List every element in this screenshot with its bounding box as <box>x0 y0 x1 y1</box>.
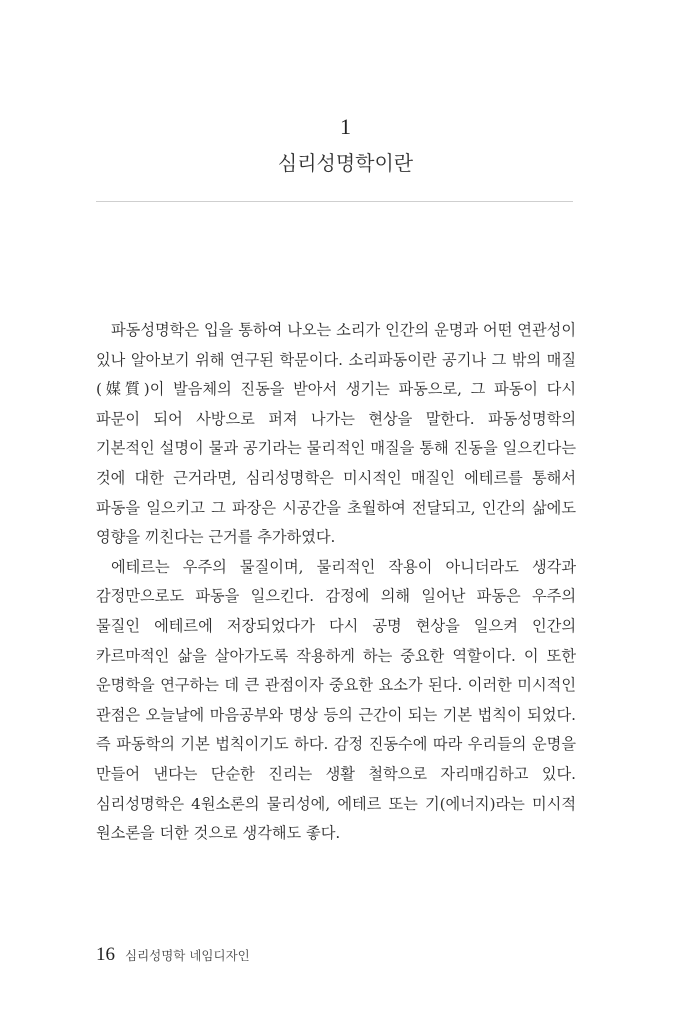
body-text <box>96 316 576 849</box>
chapter-number: 1 <box>340 114 351 139</box>
body-paragraph: 에테르는 우주의 물질이며, 물리적인 작용이 아니더라도 생각과 감정만으로도 파동을 일으킨다. 감정에 의해 일어난 파동은 우주의 물질인 에테르에 저장되었다가 다시 공명 현상을 일으켜 인간의 카르마적인 삶을 살아가도록 작용하게 하는 중요한 역할이다. 이 또한 운명학을 연구하는 데 큰 관점이자 중요한 요소가 된다. 이러한 미시적인 관점은 오늘날에 마음공부와 명상 등의 근간이 되는 기본 법칙이 되었다. 즉 파동학의 기본 법칙이기도 하다. 감정 진동수에 따라 우리들의 운명을 만들어 낸다는 단순한 진리는 생활 철학으로 자리매김하고 있다. 심리성명학은 4원소론의 물리성에, 에테르 또는 기(에너지)라는 미시적 원소론을 더한 것으로 생각해도 좋다. <box>96 557 576 843</box>
running-title: 심리성명학 네임디자인 <box>125 948 250 963</box>
page-footer <box>96 944 250 968</box>
chapter-title: 심리성명학이란 <box>277 151 414 175</box>
page-number: 16 <box>96 944 115 965</box>
title-divider <box>96 201 573 202</box>
body-paragraph: 파동성명학은 입을 통하여 나오는 소리가 인간의 운명과 어떤 연관성이 있나 알아보기 위해 연구된 학문이다. 소리파동이란 공기나 그 밖의 매질(媒質)이 발음체의 진동을 받아서 생기는 파동으로, 그 파동이 다시 파문이 되어 사방으로 퍼져 나가는 현상을 말한다. 파동성명학의 기본적인 설명이 물과 공기라는 물리적인 매질을 통해 진동을 일으킨다는 것에 대한 근거라면, 심리성명학은 미시적인 매질인 에테르를 통해서 파동을 일으키고 그 파장은 시공간을 초월하여 전달되고, 인간의 삶에도 영향을 끼친다는 근거를 추가하였다. <box>96 321 576 547</box>
